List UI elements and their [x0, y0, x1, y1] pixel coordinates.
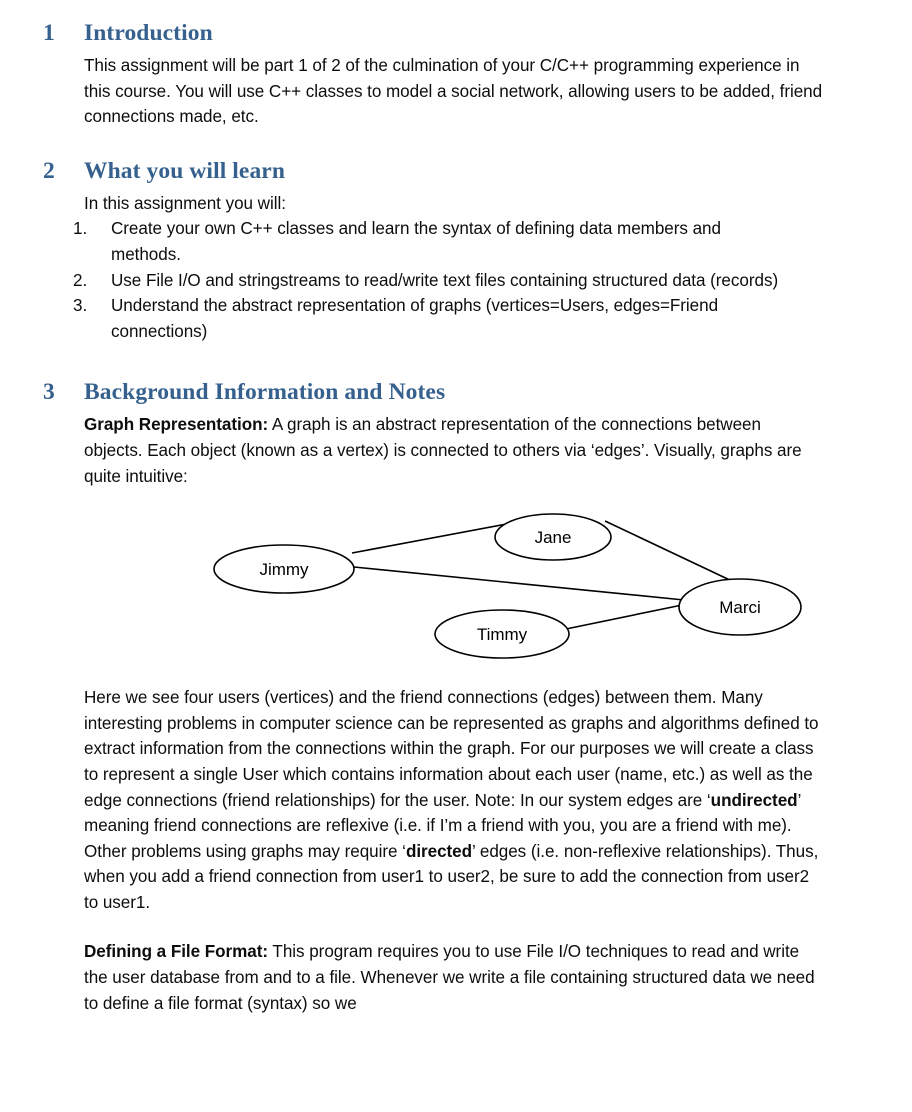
section-heading-1	[43, 20, 824, 47]
section-heading-2	[43, 158, 824, 185]
node-label-marci: Marci	[719, 598, 761, 618]
edge-jimmy-marci	[354, 567, 684, 600]
paragraph-part-3: ’ edges (i.e. non-reflexive relationships). Thus, when you add a friend connection from user1 to user2, be sure to add the connection from user2 to user1.	[84, 841, 819, 912]
graph-nodes	[214, 514, 801, 658]
section-title: Introduction	[84, 20, 213, 46]
paragraph: In this assignment you will:	[84, 193, 286, 213]
section-title: Background Information and Notes	[84, 379, 446, 406]
learning-objectives-list	[43, 216, 784, 344]
list-item-text: Create your own C++ classes and learn the syntax of defining data members and methods.	[111, 219, 721, 264]
list-item	[43, 293, 784, 344]
paragraph: This assignment will be part 1 of 2 of the culmination of your C/C++ programming experience in this course. You will use C++ classes to model a social network, allowing users to be added, friend connections made, etc.	[84, 56, 823, 127]
graph-node-timmy	[435, 610, 569, 658]
paragraph-lead-in: Graph Representation:	[84, 415, 269, 435]
list-marker: 2.	[73, 270, 88, 290]
section-heading-3	[43, 379, 824, 406]
list-marker: 1.	[73, 219, 88, 239]
node-label-jane: Jane	[534, 528, 572, 548]
edge-timmy-marci	[566, 604, 687, 629]
emphasis-directed: directed	[405, 841, 473, 861]
list-item	[43, 268, 784, 294]
list-item	[43, 216, 784, 267]
emphasis-undirected: undirected	[710, 790, 798, 810]
paragraph-text: This program requires you to use File I/O techniques to read and write the user database from and to a file. Whenever we write a file containing structured data we need to define a file format (syntax) so we	[84, 942, 815, 1013]
paragraph-part-2: ’ meaning friend connections are reflexive (i.e. if I’m a friend with you, you are a friend with me). Other problems using graphs may require ‘	[84, 790, 801, 861]
section-number: 2	[43, 157, 55, 184]
edge-jane-marci	[605, 521, 734, 582]
section-2-intro	[84, 191, 824, 217]
graph-node-marci	[679, 579, 801, 635]
graph-node-jimmy	[214, 545, 354, 593]
edge-jimmy-jane	[352, 523, 512, 553]
section-title: What you will learn	[84, 157, 286, 184]
graph-node-jane	[495, 514, 611, 560]
list-item-text: Use File I/O and stringstreams to read/write text files containing structured data (records)	[111, 270, 779, 290]
paragraph-part-1: Here we see four users (vertices) and the friend connections (edges) between them. Many interesting problems in computer science can be represented as graphs and algorithms defined to extract information from the connections within the graph. For our purposes we will create a class to represent a single User which contains information about each user (name, etc.) as well as the edge connections (friend relationships) for the user. Note: In our system edges are ‘	[84, 688, 819, 810]
paragraph-text: A graph is an abstract representation of the connections between objects. Each object (known as a vertex) is connected to others via ‘edges’. Visually, graphs are quite intuitive:	[84, 415, 802, 486]
section-1-body	[84, 53, 824, 130]
list-item-text: Understand the abstract representation of graphs (vertices=Users, edges=Friend connections)	[111, 296, 719, 341]
node-label-timmy: Timmy	[476, 625, 528, 645]
section-number: 3	[43, 379, 55, 406]
list-marker: 3.	[73, 296, 88, 316]
file-format-paragraph	[84, 939, 824, 1016]
graph-svg	[84, 503, 825, 663]
social-network-graph-figure	[84, 503, 825, 663]
paragraph-lead-in: Defining a File Format:	[84, 942, 269, 962]
graph-representation-paragraph	[84, 412, 824, 489]
graph-explanation-paragraph	[84, 685, 824, 915]
node-label-jimmy: Jimmy	[259, 560, 309, 580]
section-number: 1	[43, 20, 55, 46]
